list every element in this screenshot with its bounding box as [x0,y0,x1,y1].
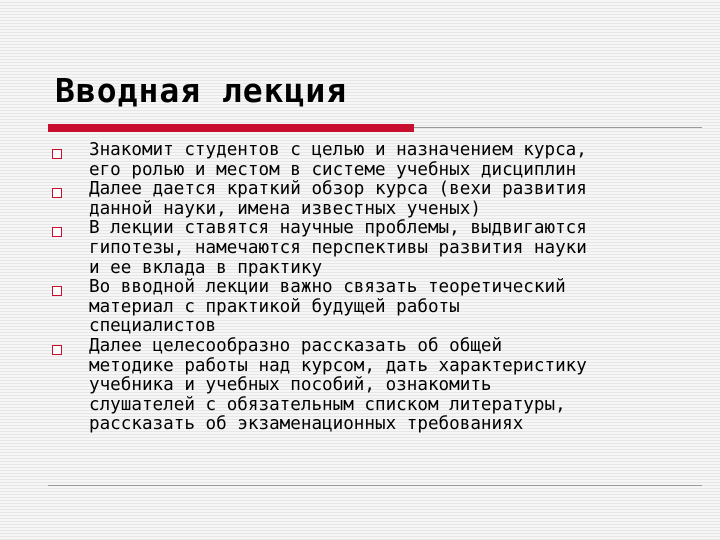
bullet-list [52,141,682,435]
slide-title: Вводная лекция [55,71,348,110]
bullet-text: Далее целесообразно рассказать об общей методике работы над курсом, дать характеристику учебника и учебных пособий, ознакомить слушателей с обязательным списком литературы, рассказать об экзаменационных требованиях [89,335,587,435]
hollow-square-icon [52,188,62,198]
title-underline-accent [48,124,414,132]
bullet-item [52,337,682,435]
bullet-item [52,219,682,278]
bullet-text: Во вводной лекции важно связать теоретический материал с практикой будущей работы специалистов [89,277,566,337]
bullet-item [52,278,682,337]
bullet-text: Знакомит студентов с целью и назначением курса, его ролью и местом в системе учебных дисциплин [89,140,587,180]
hollow-square-icon [52,345,62,355]
hollow-square-icon [52,149,62,159]
title-underline-rule [414,127,702,128]
bottom-divider [48,485,702,486]
bullet-item [52,141,682,180]
bullet-item [52,180,682,219]
bullet-text: Далее дается краткий обзор курса (вехи развития данной науки, имена известных ученых) [89,179,587,219]
hollow-square-icon [52,227,62,237]
bullet-text: В лекции ставятся научные проблемы, выдвигаются гипотезы, намечаются перспективы развития науки и ее вклада в практику [89,218,587,278]
hollow-square-icon [52,286,62,296]
